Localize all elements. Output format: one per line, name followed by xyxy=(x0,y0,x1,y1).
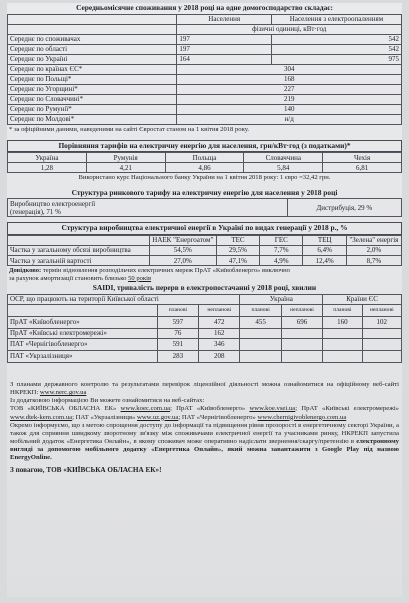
table-row xyxy=(8,64,402,74)
unplanned-value: 346 xyxy=(199,338,240,350)
merged-value: 304 xyxy=(177,64,402,74)
info-p4b: ; ПАТ «Укрзалізниця» xyxy=(72,413,136,421)
row-label: Середнє по споживачах xyxy=(8,34,177,44)
tariffs-footnote: Використано курс Національного банку України на 1 квітня 2018 року: 1 євро =32,42 грн. xyxy=(78,174,331,182)
row-label: Середнє по Україні xyxy=(8,54,177,64)
info-p6: Окремо інформуємо, що з метою спрощення доступу до інформації та підвищення рівня прозорості в енергетичному секторі України, а також для сприяння швидкому зворотному зв'язку між споживачами електричної енергії та учасниками ринку, НКРЕКП запустила мобільний додаток «Енергетика Онлайн», в якому споживач може оперативно надіслати звернення/скаргу/претензію в xyxy=(10,421,399,446)
tariff-country: Польща xyxy=(165,153,244,163)
unplanned-value: 208 xyxy=(199,350,240,362)
empty-cell xyxy=(240,328,281,338)
saidi-corner xyxy=(8,304,158,316)
table-row xyxy=(8,256,402,266)
share-value: 4,9% xyxy=(260,256,303,266)
empty-cell xyxy=(281,338,322,350)
row-label: Середнє по Словаччині* xyxy=(8,94,177,104)
gen-type: НАЕК "Енергоатом" xyxy=(149,235,216,245)
row-label: Частка у загальній вартості xyxy=(8,256,150,266)
saidi-title: SAIDI, тривалість перерв в електропостачанні у 2018 році, хвилин xyxy=(92,283,317,293)
empty-cell xyxy=(240,350,281,362)
planned-value: 591 xyxy=(157,338,198,350)
share-value: 7,7% xyxy=(260,245,303,255)
electroheating-value: 542 xyxy=(271,34,401,44)
chernigiv-link[interactable]: www.chernigivoblenergo.com.ua xyxy=(257,413,347,421)
row-label: Середнє по області xyxy=(8,44,177,54)
unplanned-header: непланові xyxy=(199,304,240,316)
nerc-link[interactable]: www.nerc.gov.ua xyxy=(39,389,87,396)
production-title: Структура виробництва електричної енергії в Україні по видах генерації у 2018 р., % xyxy=(7,222,402,235)
table-row xyxy=(8,245,402,255)
empty-cell xyxy=(362,350,401,362)
merged-value: 140 xyxy=(177,104,402,114)
ukraine-header: Україна xyxy=(240,294,323,304)
table-row xyxy=(8,328,402,338)
eu-unplanned: 102 xyxy=(362,316,401,328)
electroheating-value: 975 xyxy=(271,54,401,64)
population-value: 197 xyxy=(177,44,272,54)
merged-value: н/д xyxy=(177,114,402,124)
population-value: 164 xyxy=(177,54,272,64)
table-row xyxy=(8,104,402,114)
electroheating-value: 542 xyxy=(271,44,401,54)
table-row xyxy=(8,350,402,362)
generation-percent: (генерація), 71 % xyxy=(10,207,61,216)
table-row xyxy=(8,44,402,54)
market-tariff-table xyxy=(7,198,402,217)
tariff-country: Румунія xyxy=(86,153,165,163)
empty-cell xyxy=(240,338,281,350)
consumption-table xyxy=(7,14,402,126)
empty-cell xyxy=(323,328,362,338)
tariff-country: Словаччина xyxy=(244,153,323,163)
merged-value: 168 xyxy=(177,74,402,84)
note-text: термін відновлення розподільчих електричних мереж ПрАТ «Київобленерго» виключно xyxy=(42,267,290,275)
share-value: 2,0% xyxy=(346,245,401,255)
gen-type: "Зелена" енергія xyxy=(346,235,401,245)
table-row xyxy=(8,338,402,350)
row-label: Середнє по Молдові* xyxy=(8,114,177,124)
tariffs-table xyxy=(7,152,402,173)
tariff-value: 5,84 xyxy=(244,163,323,173)
info-text xyxy=(7,381,402,463)
osr-header: ОСР, що працюють на території Київської області xyxy=(8,294,240,304)
empty-cell xyxy=(323,338,362,350)
table-row xyxy=(8,94,402,104)
uz-link[interactable]: www.uz.gov.ua xyxy=(137,413,179,421)
share-value: 6,4% xyxy=(303,245,346,255)
production-corner xyxy=(8,235,150,245)
table-row xyxy=(8,114,402,124)
planned-header: планові xyxy=(240,304,281,316)
table-row xyxy=(8,316,402,328)
production-table xyxy=(7,235,402,266)
tariff-value: 4,21 xyxy=(86,163,165,173)
row-label: Частка у загальному обсязі виробництва xyxy=(8,245,150,255)
osr-name: ПрАТ «Київські електромережі» xyxy=(8,328,158,338)
consumption-corner xyxy=(8,14,177,24)
share-value: 8,7% xyxy=(346,256,401,266)
empty-cell xyxy=(362,328,401,338)
consumption-unit-corner xyxy=(8,24,177,34)
note-label: Довідково: xyxy=(9,267,42,275)
row-label: Середнє по Угорщині* xyxy=(8,84,177,94)
table-row xyxy=(8,84,402,94)
header-population: Населення xyxy=(177,14,272,24)
unplanned-value: 472 xyxy=(199,316,240,328)
market-tariff-title: Структура ринкового тарифу на електричну енергію для населення у 2018 році xyxy=(71,187,338,197)
info-p4: ; ПрАТ «Київські електромережі» xyxy=(295,405,400,413)
info-p1: З планами державного контролю та результатами перевірок ліцензійної діяльності можна ознайомитися на офіційному веб-сайті НКРЕКП: xyxy=(10,380,399,396)
planned-header: планові xyxy=(323,304,362,316)
production-note xyxy=(7,266,402,283)
table-row xyxy=(8,74,402,84)
empty-cell xyxy=(323,350,362,362)
merged-value: 227 xyxy=(177,84,402,94)
consumption-title: Середньомісячне споживання у 2018 році на одне домогосподарство складає: xyxy=(76,3,333,12)
osr-name: ПАТ «Укрзалізниця» xyxy=(8,350,158,362)
planned-value: 76 xyxy=(157,328,198,338)
info-p5: ; ПАТ «Чернігівобленерго» xyxy=(178,413,256,421)
unplanned-value: 162 xyxy=(199,328,240,338)
unplanned-header: непланові xyxy=(362,304,401,316)
share-value: 47,1% xyxy=(216,256,259,266)
share-value: 54,5% xyxy=(149,245,216,255)
koec-link[interactable]: www.koec.com.ua xyxy=(120,405,171,413)
table-row xyxy=(8,34,402,44)
saidi-table xyxy=(7,294,402,363)
tariffs-title: Порівняння тарифів на електричну енергію для населення, грн/кВт·год (з податками)* xyxy=(7,140,402,153)
ukraine-unplanned: 696 xyxy=(281,316,322,328)
info-p2: Із додатковою інформацією Ви можете ознайомитися на веб-сайтах: xyxy=(10,397,205,405)
tariff-value: 4,86 xyxy=(165,163,244,173)
ukraine-planned: 455 xyxy=(240,316,281,328)
row-label: Середнє по Польщі* xyxy=(8,74,177,84)
distribution-share: Дистрибуція, 29 % xyxy=(287,199,401,217)
gen-type: ТЕЦ xyxy=(303,235,346,245)
consumption-footnote: * за офіційними даними, наведеними на сайті Євростат станом на 1 квітня 2018 року. xyxy=(9,126,249,134)
tariff-country: Чехія xyxy=(323,153,402,163)
gen-type: ТЕС xyxy=(216,235,259,245)
empty-cell xyxy=(281,328,322,338)
tariff-value: 1,28 xyxy=(8,163,87,173)
information-sheet xyxy=(7,3,402,597)
unplanned-header: непланові xyxy=(281,304,322,316)
planned-header: планові xyxy=(157,304,198,316)
empty-cell xyxy=(281,350,322,362)
tariff-value: 6,81 xyxy=(323,163,402,173)
share-value: 29,5% xyxy=(216,245,259,255)
eu-header: Країни ЄС xyxy=(323,294,402,304)
share-value: 27,0% xyxy=(149,256,216,266)
planned-value: 283 xyxy=(157,350,198,362)
generation-label: Виробництво електроенергії xyxy=(10,199,96,208)
planned-value: 597 xyxy=(157,316,198,328)
osr-name: ПАТ «Чернігівобленерго» xyxy=(8,338,158,350)
empty-cell xyxy=(362,338,401,350)
table-row xyxy=(8,54,402,64)
info-p3: ТОВ «КИЇВСЬКА ОБЛАСНА ЕК» xyxy=(10,405,117,413)
row-label: Середнє по Румунії* xyxy=(8,104,177,114)
merged-value: 219 xyxy=(177,94,402,104)
note-text-2: за рахунок амортизації становить близько xyxy=(9,274,127,282)
eu-planned: 160 xyxy=(323,316,362,328)
note-years: 50 років xyxy=(128,274,152,282)
header-electroheating: Населення з електроопаленням xyxy=(271,14,401,24)
share-value: 12,4% xyxy=(303,256,346,266)
header-unit: фізичні одиниці, кВт·год xyxy=(177,24,402,34)
dtek-link[interactable]: www.dtek-kem.com.ua xyxy=(10,413,73,421)
info-p6-bold: електронному вигляді за допомогою мобільного додатку «Енергетика Онлайн», який можна завантажити з Google Play під назвою EnergyOnline. xyxy=(10,438,399,462)
gen-type: ГЕС xyxy=(260,235,303,245)
osr-name: ПрАТ «Київобленерго» xyxy=(8,316,158,328)
population-value: 197 xyxy=(177,34,272,44)
closing-line: З повагою, ТОВ «КИЇВСЬКА ОБЛАСНА ЕК»! xyxy=(10,465,162,474)
generation-share xyxy=(8,199,288,217)
tariff-country: Україна xyxy=(8,153,87,163)
row-label: Середнє по країнах ЄС* xyxy=(8,64,177,74)
info-p3b: ; ПрАТ «Київобленерго» xyxy=(170,405,246,413)
koe-link[interactable]: www.koe.vsei.ua xyxy=(249,405,296,413)
